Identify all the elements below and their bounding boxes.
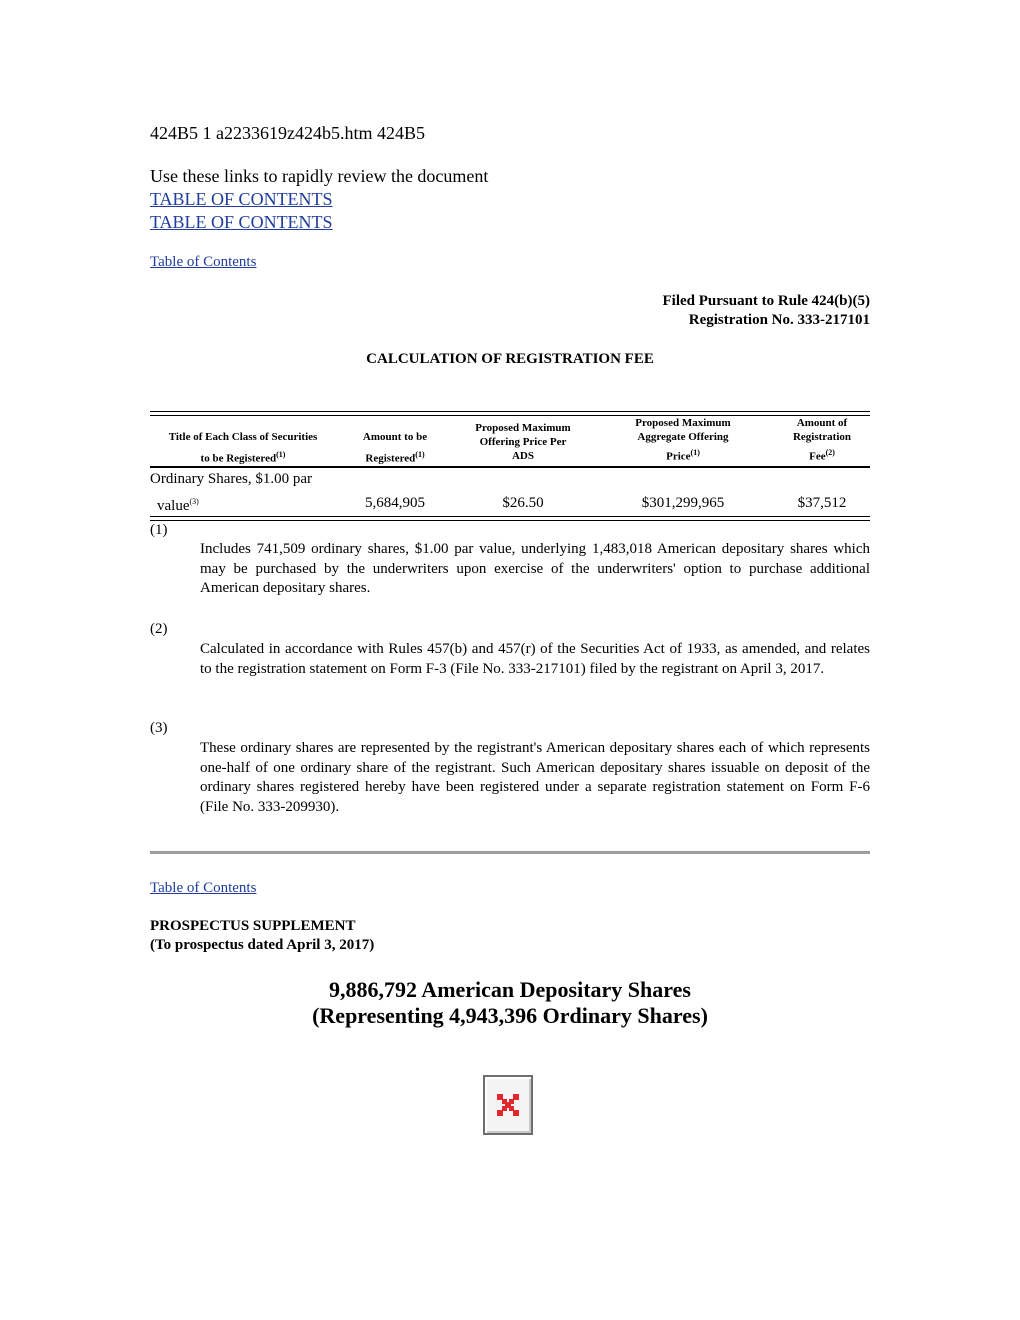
footnote-marker: (2) [150,621,168,637]
amount-registered-cell: 5,684,905 [365,495,425,511]
column-header-price-per-ads: Proposed Maximum Offering Price Per ADS [475,422,571,462]
filing-rule: Filed Pursuant to Rule 424(b)(5) [662,293,870,309]
table-of-contents-link[interactable]: Table of Contents [150,880,257,896]
footnote-text: Calculated in accordance with Rules 457(b) and 457(r) of the Securities Act of 1933, as amended, and relates to the registration statement on Form F-3 (File No. 333-217101) filed by the registrant on April 3, 2017. [200,641,870,677]
document-filename-line: 424B5 1 a2233619z424b5.htm 424B5 [150,123,425,143]
column-header-registration-fee: Amount of Registration Fee$^{(2)}$ [792,417,852,463]
offering-subheadline: (Representing 4,943,396 Ordinary Shares) [312,1003,708,1028]
footnote-marker: (3) [150,720,168,736]
offering-headline: 9,886,792 American Depositary Shares [329,977,691,1002]
security-class-cell: Ordinary Shares, $1.00 par value$^{(3)}$ [150,471,313,514]
column-header-title: Title of Each Class of Securities to be Registered$^{(1)}$ [168,431,318,465]
toc-link-2[interactable]: TABLE OF CONTENTS [150,212,333,232]
registration-number: Registration No. 333-217101 [688,312,870,328]
table-top-rule [150,411,870,412]
prospectus-date-line: (To prospectus dated April 3, 2017) [150,937,375,953]
header-bottom-rule [150,466,870,468]
column-header-amount: Amount to be Registered$^{(1)}$ [362,431,428,465]
section-divider [150,851,870,854]
column-header-aggregate-price: Proposed Maximum Aggregate Offering Price$^{(1)}$ [635,417,731,463]
registration-fee-cell: $37,512 [797,495,847,511]
toc-link-1[interactable]: TABLE OF CONTENTS [150,189,333,209]
prospectus-supplement-label: PROSPECTUS SUPPLEMENT [150,918,356,934]
table-top-rule-inner [150,415,870,416]
table-bottom-rule [150,516,870,517]
broken-image-icon [483,1075,533,1135]
price-per-ads-cell: $26.50 [502,495,544,511]
footnote-marker: (1) [150,522,168,538]
table-of-contents-link[interactable]: Table of Contents [150,254,257,270]
table-bottom-rule-inner [150,520,870,521]
review-instructions: Use these links to rapidly review the document [150,166,489,186]
red-x-icon [495,1092,521,1118]
footnote-text: Includes 741,509 ordinary shares, $1.00 par value, underlying 1,483,018 American depositary shares which may be purchased by the underwriters upon exercise of the underwriters' option to purchase additional American depositary shares. [200,541,870,596]
fee-table-title: CALCULATION OF REGISTRATION FEE [366,351,654,367]
footnote-text: These ordinary shares are represented by the registrant's American depositary shares each of which represents one-half of one ordinary share of the registrant. Such American depositary shares issuable on deposit of the ordinary shares registered hereby have been registered under a separate registration statement on Form F-6 (File No. 333-209930). [200,740,870,815]
aggregate-price-cell: $301,299,965 [641,495,725,511]
